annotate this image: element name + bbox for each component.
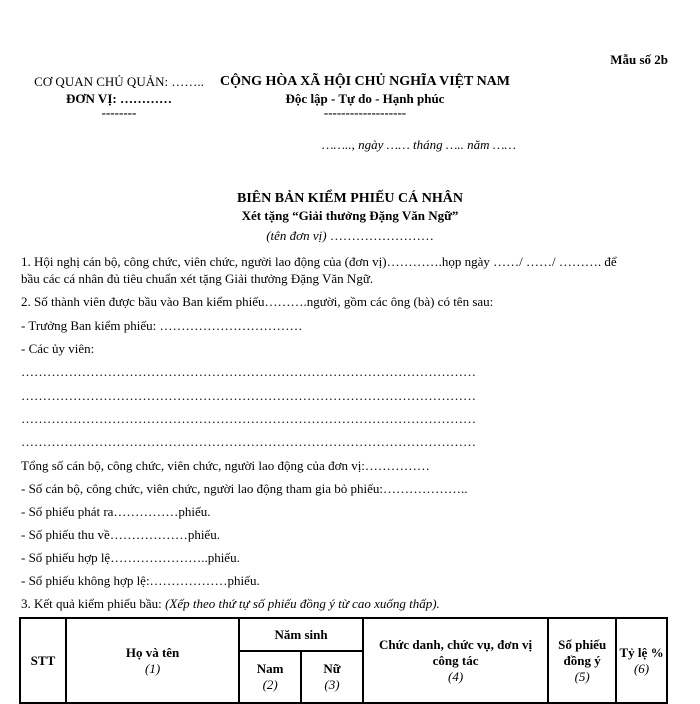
col-ratio-number: (6) xyxy=(633,660,650,676)
agency-header xyxy=(14,73,224,119)
col-stt: STT xyxy=(20,618,66,703)
col-position xyxy=(363,618,548,703)
col-position-number: (4) xyxy=(447,668,464,684)
col-name-number: (1) xyxy=(144,660,161,676)
head-of-board-line: - Trưởng Ban kiểm phiếu: …………………………… xyxy=(21,318,303,333)
sub-title: Xét tặng “Giải thưởng Đặng Văn Ngữ” xyxy=(241,208,459,223)
national-header xyxy=(210,73,520,119)
agency-divider: -------- xyxy=(101,105,137,120)
paragraph-3-prefix: 3. Kết quả kiểm phiếu bầu: xyxy=(21,596,166,611)
national-title: CỘNG HÒA XÃ HỘI CHỦ NGHĨA VIỆT NAM xyxy=(219,74,510,89)
ballots-issued-line: - Số phiếu phát ra……………phiếu. xyxy=(21,504,211,519)
paragraph-3 xyxy=(21,596,440,612)
unit-dots: …………………… xyxy=(326,228,434,243)
paragraph-1-line-2: bầu các cá nhân đủ tiêu chuẩn xét tặng Giải thưởng Đặng Văn Ngữ. xyxy=(21,271,374,286)
results-table xyxy=(19,617,668,704)
motto-divider: ------------------- xyxy=(323,105,407,120)
paragraph-3-note: (Xếp theo thứ tự số phiếu đồng ý từ cao xuống thấp). xyxy=(165,596,440,611)
col-female-number: (3) xyxy=(324,677,340,692)
date-line: …….., ngày …… tháng ….. năm …… xyxy=(322,137,516,152)
paragraph-2: 2. Số thành viên được bầu vào Ban kiểm phiếu……….người, gồm các ông (bà) có tên sau: xyxy=(21,294,494,309)
form-number: Mẫu số 2b xyxy=(610,52,668,67)
col-position-label: Chức danh, chức vụ, đơn vị công tác xyxy=(378,636,533,668)
national-motto: Độc lập - Tự do - Hạnh phúc xyxy=(285,91,445,106)
member-dot-line: …………………………………………………………………………………………… xyxy=(21,388,476,403)
col-votes xyxy=(548,618,616,703)
col-votes-number: (5) xyxy=(574,668,590,684)
voting-staff-line: - Số cán bộ, công chức, viên chức, người lao động tham gia bỏ phiếu:……………….. xyxy=(21,481,468,496)
member-dot-line: …………………………………………………………………………………………… xyxy=(21,434,476,449)
governing-agency: CƠ QUAN CHỦ QUẢN: …….. xyxy=(34,74,204,89)
col-ratio xyxy=(616,618,667,703)
member-dot-line: …………………………………………………………………………………………… xyxy=(21,411,476,426)
member-dot-line: …………………………………………………………………………………………… xyxy=(21,364,476,379)
unit-line xyxy=(0,227,700,244)
col-male-number: (2) xyxy=(262,677,278,692)
col-male xyxy=(239,651,301,703)
col-name-label: Họ và tên xyxy=(125,644,180,660)
members-label: - Các ủy viên: xyxy=(21,341,95,356)
col-female-label: Nữ xyxy=(323,661,341,676)
col-birth-year: Năm sinh xyxy=(239,618,363,651)
col-female xyxy=(301,651,363,703)
unit-name: ĐƠN VỊ: ………… xyxy=(66,91,172,106)
unit-label: (tên đơn vị) xyxy=(266,228,327,243)
col-votes-label: Số phiếu đồng ý xyxy=(558,636,607,668)
paragraph-1-line-1: 1. Hội nghị cán bộ, công chức, viên chức, người lao động của (đơn vị)………….họp ngày ……/ ……/ ………. để xyxy=(21,254,617,269)
ballots-collected-line: - Số phiếu thu về………………phiếu. xyxy=(21,527,220,542)
ballots-valid-line: - Số phiếu hợp lệ…………………..phiếu. xyxy=(21,550,240,565)
col-name xyxy=(66,618,239,703)
ballots-invalid-line: - Số phiếu không hợp lệ:………………phiếu. xyxy=(21,573,260,588)
col-ratio-label: Tỷ lệ % xyxy=(619,644,664,660)
total-staff-line: Tổng số cán bộ, công chức, viên chức, người lao động của đơn vị:…………… xyxy=(21,458,430,473)
main-title: BIÊN BẢN KIỂM PHIẾU CÁ NHÂN xyxy=(237,191,463,206)
document-title xyxy=(0,190,700,244)
col-male-label: Nam xyxy=(256,661,284,676)
table-header-row xyxy=(20,618,667,651)
